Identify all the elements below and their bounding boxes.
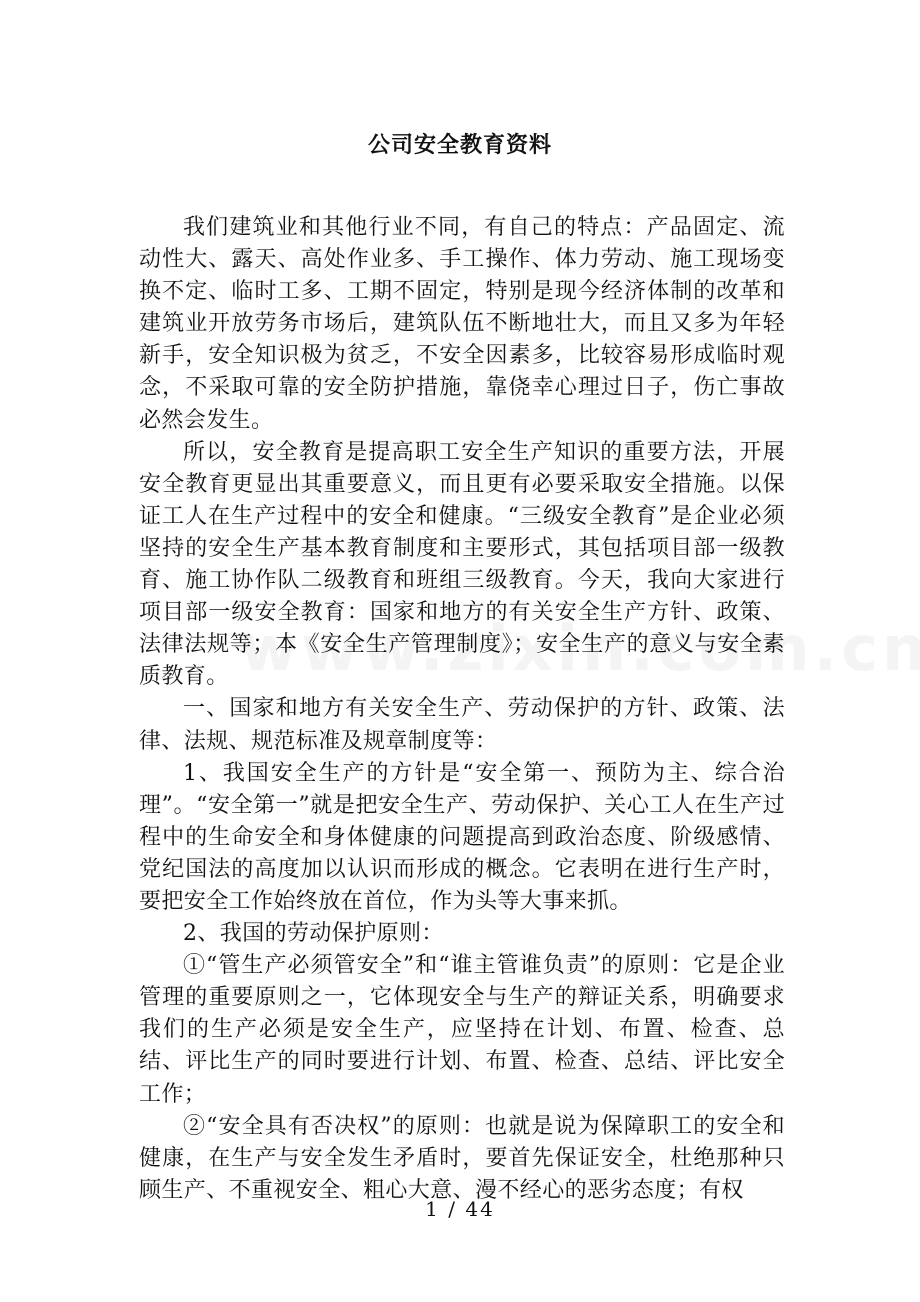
paragraph-2: 所以，安全教育是提高职工安全生产知识的重要方法，开展安全教育更显出其重要意义，而且更有必要采取安全措施。以保证工人在生产过程中的安全和健康。“三级安全教育”是企业必须坚持的安全生产基本教育制度和主要形式，其包括项目部一级教育、施工协作队二级教育和班组三级教育。今天，我向大家进行项目部一级安全教育：国家和地方的有关安全生产方针、政策、法律法规等；本《安全生产管理制度》；安全生产的意义与安全素质教育。 (139, 439, 785, 690)
document-body (139, 212, 785, 1207)
paragraph-5: 2、我国的劳动保护原则： (183, 921, 444, 947)
paragraph-4: 1、我国安全生产的方针是“安全第一、预防为主、综合治理”。“安全第一”就是把安全生产、劳动保护、关心工人在生产过程中的生命安全和身体健康的问题提高到政治态度、阶级感情、党纪国法的高度加以认识而形成的概念。它表明在进行生产时，要把安全工作始终放在首位，作为头等大事来抓。 (139, 760, 785, 914)
paragraph-6: ①“管生产必须管安全”和“谁主管谁负责”的原则：它是企业管理的重要原则之一，它体现安全与生产的辩证关系，明确要求我们的生产必须是安全生产，应坚持在计划、布置、检查、总结、评比生产的同时要进行计划、布置、检查、总结、评比安全工作； (139, 953, 785, 1107)
page-number: 1 / 44 (425, 1197, 495, 1221)
paragraph-3: 一、国家和地方有关安全生产、劳动保护的方针、政策、法律、法规、规范标准及规章制度等： (139, 696, 785, 754)
paragraph-1: 我们建筑业和其他行业不同，有自己的特点：产品固定、流动性大、露天、高处作业多、手工操作、体力劳动、施工现场变换不定、临时工多、工期不固定，特别是现今经济体制的改革和建筑业开放劳务市场后，建筑队伍不断地壮大，而且又多为年轻新手，安全知识极为贫乏，不安全因素多，比较容易形成临时观念，不采取可靠的安全防护措施，靠侥幸心理过日子，伤亡事故必然会发生。 (139, 215, 785, 433)
paragraph-7: ②“安全具有否决权”的原则：也就是说为保障职工的安全和健康，在生产与安全发生矛盾时，要首先保证安全，杜绝那种只顾生产、不重视安全、粗心大意、漫不经心的恶劣态度；有权 (139, 1113, 785, 1203)
document-title: 公司安全教育资料 (367, 133, 552, 158)
